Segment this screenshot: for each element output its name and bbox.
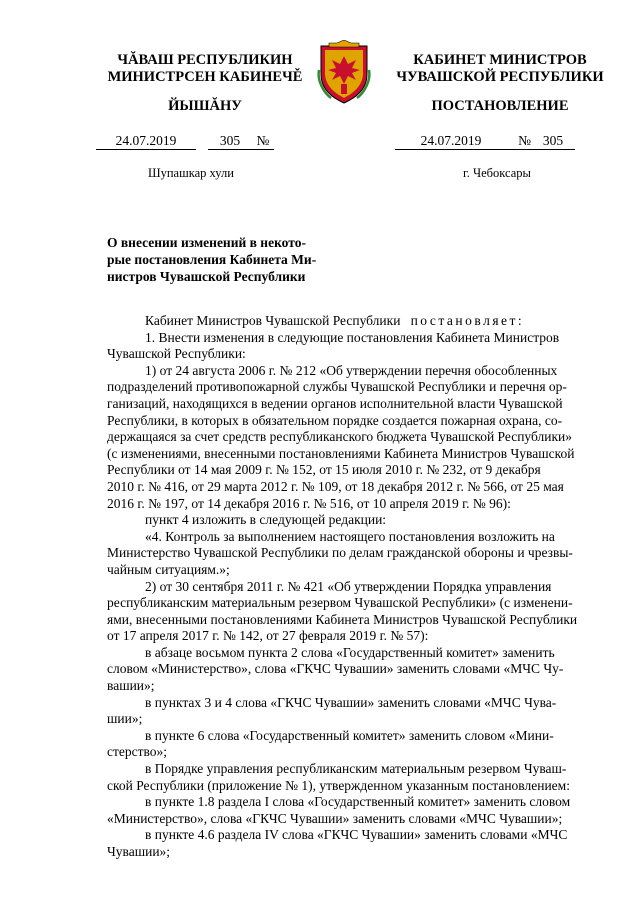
number-sign-left: № (252, 133, 274, 150)
body-line: шии»; (107, 711, 143, 727)
body-line: в абзаце восьмом пункта 2 слова «Государственный комитет» заменить (145, 644, 555, 660)
body-line: 1) от 24 августа 2006 г. № 212 «Об утверждении перечня обособленных (145, 362, 558, 378)
header-left-org (95, 52, 315, 86)
body-line: в пункте 4.6 раздела IV слова «ГКЧС Чувашии» заменить словами «МЧС (145, 827, 568, 843)
body-line: в пунктах 3 и 4 слова «ГКЧС Чувашии» заменить словами «МЧС Чува- (145, 694, 557, 710)
document-number-left: 305 (208, 133, 252, 150)
document-date-number-left (96, 133, 318, 150)
body-line: Чувашии»; (107, 844, 171, 859)
body-line: «Министерство», слова «ГКЧС Чувашии» заменить словами «МЧС Чувашии»; (107, 810, 563, 826)
body-line: (с изменениями, внесенными постановлениями Кабинета Министров Чувашской (107, 445, 575, 461)
body-line: Республики от 14 мая 2009 г. № 152, от 15 июля 2010 г. № 232, от 9 декабря (107, 462, 541, 478)
subject-line: О внесении изменений в некото- (107, 235, 306, 250)
body-line: от 17 апреля 2017 г. № 142, от 27 февраля 2019 г. № 57): (107, 628, 429, 644)
number-sign-right: № (507, 133, 531, 150)
preamble-verb: постановляет: (410, 313, 525, 328)
body-line: стерство»; (107, 744, 168, 760)
body-line: 2010 г. № 416, от 29 марта 2012 г. № 109, от 18 декабря 2012 г. № 566, от 25 мая (107, 478, 564, 494)
subject-line: нистров Чувашской Республики (107, 269, 306, 284)
body-line: 2) от 30 сентября 2011 г. № 421 «Об утверждении Порядка управления (145, 578, 552, 594)
body-line: в пункте 1.8 раздела I слова «Государственный комитет» заменить словом (145, 794, 571, 810)
header-right-org (385, 52, 615, 86)
document-body (107, 313, 595, 861)
place-right: г. Чебоксары (463, 166, 531, 180)
body-line: ганизаций, находящихся в ведении органов исполнительной власти Чувашской (107, 395, 563, 411)
header-left-line1: ЧĂВАШ РЕСПУБЛИКИН (117, 52, 293, 68)
body-line: «4. Контроль за выполнением настоящего постановления возложить на (145, 528, 555, 544)
place-left: Шупашкар хули (148, 166, 234, 180)
document-date-right: 24.07.2019 (395, 133, 507, 150)
body-line: ской Республики (приложение № 1), утвержденном указанным постановлением: (107, 777, 570, 793)
body-line: вашии»; (107, 678, 155, 694)
document-date-left: 24.07.2019 (96, 133, 196, 150)
document-subject (107, 234, 337, 285)
body-line: Министерство Чувашской Республики по делам гражданской обороны и чрезвы- (107, 545, 573, 561)
body-line: чайным ситуациям.»; (107, 561, 230, 577)
subject-line: рые постановления Кабинета Ми- (107, 252, 317, 267)
document-date-number-right (395, 133, 595, 150)
body-line: пункт 4 изложить в следующей редакции: (145, 512, 387, 528)
preamble (107, 313, 595, 330)
document-type-right: ПОСТАНОВЛЕНИЕ (431, 98, 569, 114)
body-line: 1. Внести изменения в следующие постановления Кабинета Министров (145, 329, 560, 345)
body-line: держащаяся за счет средств республиканского бюджета Чувашской Республики» (107, 429, 573, 445)
body-line: словом «Министерство», слова «ГКЧС Чувашии» заменить словами «МЧС Чу- (107, 661, 564, 677)
chuvash-coat-of-arms-icon (315, 40, 373, 106)
body-line: республиканским материальным резервом Чувашской Республики» (с изменени- (107, 595, 573, 611)
body-line: в Порядке управления республиканским материальным резервом Чуваш- (145, 761, 567, 777)
body-line: подразделений противопожарной службы Чувашской Республики и перечня ор- (107, 379, 567, 395)
body-line: Республики, в которых в обязательном порядке создается пожарная охрана, со- (107, 412, 563, 428)
document-number-right: 305 (531, 133, 575, 150)
header-left-line2: МИНИСТРСЕН КАБИНЕЧĚ (107, 69, 303, 85)
body-line: в пункте 6 слова «Государственный комитет» заменить словом «Мини- (145, 727, 554, 743)
header-right-line1: КАБИНЕТ МИНИСТРОВ (413, 52, 587, 68)
body-line: Чувашской Республики: (107, 346, 246, 362)
body-line: ями, внесенными постановлениями Кабинета Министров Чувашской Республики (107, 611, 578, 627)
document-type-left: ЙЫШĂНУ (168, 98, 242, 114)
body-line: 2016 г. № 197, от 14 декабря 2016 г. № 516, от 10 апреля 2019 г. № 96): (107, 495, 511, 511)
preamble-text: Кабинет Министров Чувашской Республики (145, 313, 401, 328)
header-right-line2: ЧУВАШСКОЙ РЕСПУБЛИКИ (396, 69, 604, 85)
